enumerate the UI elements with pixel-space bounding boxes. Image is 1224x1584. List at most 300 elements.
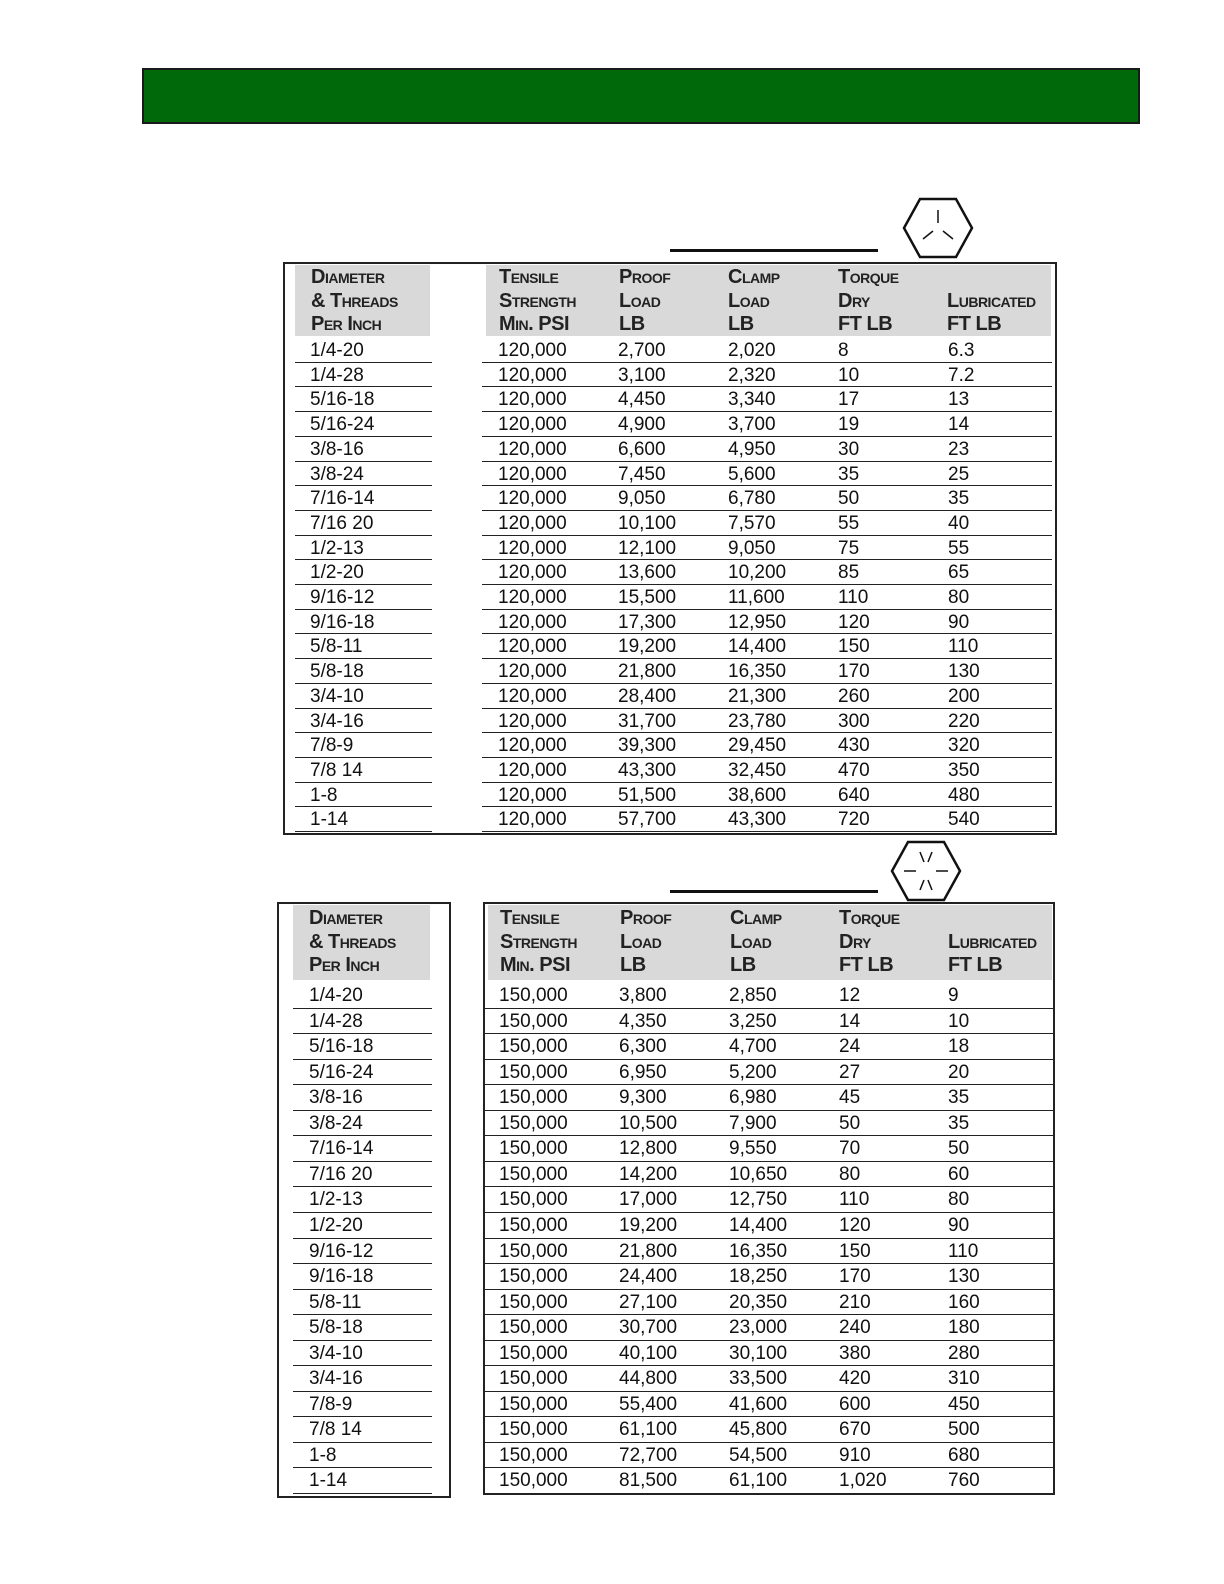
cell-lubricated: 55 [948,537,970,559]
cell-proof: 13,600 [618,562,677,584]
row-separator [295,510,432,511]
grade8-title-underline [670,890,878,893]
cell-clamp: 4,950 [728,438,776,460]
cell-clamp: 7,570 [728,512,776,534]
cell-torque: 110 [838,587,869,608]
cell-lubricated: 80 [948,1189,970,1211]
cell-clamp: 9,550 [729,1138,777,1160]
row-separator [485,1084,1053,1085]
cell-proof: 6,600 [618,438,666,460]
cell-diameter: 5/16-18 [310,389,375,411]
cell-lubricated: 310 [948,1368,980,1390]
cell-proof: 19,200 [619,1214,678,1236]
row-separator [293,1416,432,1417]
cell-clamp: 43,300 [728,809,787,831]
row-separator [295,411,432,412]
row-separator [293,1161,432,1162]
cell-diameter: 9/16-18 [309,1266,374,1288]
cell-proof: 9,050 [618,488,666,510]
row-separator [482,535,1052,536]
cell-clamp: 32,450 [728,759,787,781]
cell-diameter: 3/8-24 [310,463,364,485]
cell-torque: 110 [839,1189,870,1211]
cell-torque: 24 [839,1036,861,1058]
cell-diameter: 1-14 [310,809,349,831]
cell-tensile: 150,000 [499,1010,568,1032]
cell-tensile: 150,000 [499,1189,568,1211]
row-separator [293,1340,432,1341]
cell-tensile: 120,000 [498,735,567,757]
cell-tensile: 150,000 [499,1061,568,1083]
cell-proof: 6,300 [619,1036,667,1058]
cell-tensile: 120,000 [498,488,567,510]
row-separator [485,1110,1053,1111]
row-separator [482,831,1052,832]
cell-torque: 420 [839,1368,871,1390]
cell-tensile: 120,000 [498,611,567,633]
row-separator [482,683,1052,684]
cell-proof: 55,400 [619,1393,678,1415]
cell-clamp: 12,950 [728,611,787,633]
cell-torque: 600 [839,1393,871,1415]
grade5-header-clamp: Clamp Load LB [728,266,780,335]
row-separator [485,1442,1053,1443]
row-separator [293,1186,432,1187]
row-separator [295,436,432,437]
cell-lubricated: 480 [948,784,980,806]
cell-diameter: 9/16-12 [309,1240,374,1262]
cell-diameter: 3/8-16 [310,438,364,460]
cell-diameter: 3/8-16 [309,1087,363,1109]
cell-tensile: 150,000 [499,1419,568,1441]
row-separator [293,1238,432,1239]
cell-torque: 14 [839,1010,861,1032]
cell-torque: 45 [839,1087,861,1109]
cell-proof: 6,950 [619,1061,667,1083]
cell-diameter: 7/8 14 [309,1419,362,1441]
cell-torque: 17 [838,389,860,411]
cell-lubricated: 7.2 [948,364,975,386]
cell-proof: 27,100 [619,1291,678,1313]
cell-diameter: 1/2-13 [310,537,364,559]
row-separator [293,1110,432,1111]
cell-clamp: 3,340 [728,389,776,411]
cell-lubricated: 90 [948,1214,970,1236]
cell-diameter: 1/4-20 [310,340,364,361]
row-separator [295,584,432,585]
cell-torque: 150 [838,636,870,658]
row-separator [293,1442,432,1443]
cell-diameter: 7/16 20 [310,512,374,534]
row-separator [295,535,432,536]
cell-clamp: 20,350 [729,1291,788,1313]
cell-tensile: 120,000 [498,685,567,707]
cell-diameter: 7/8-9 [309,1393,353,1415]
cell-lubricated: 80 [948,587,970,608]
cell-torque: 55 [838,512,860,534]
cell-diameter: 5/16-18 [309,1036,374,1058]
cell-torque: 8 [838,340,849,361]
cell-tensile: 150,000 [499,1317,568,1339]
cell-diameter: 5/16-24 [309,1061,374,1083]
cell-torque: 910 [839,1444,871,1466]
cell-tensile: 120,000 [498,809,567,831]
cell-torque: 27 [839,1061,861,1083]
row-separator [482,782,1052,783]
cell-torque: 50 [839,1112,861,1134]
cell-clamp: 2,850 [729,985,777,1006]
row-separator [295,658,432,659]
cell-tensile: 150,000 [499,1240,568,1262]
cell-clamp: 38,600 [728,784,787,806]
cell-lubricated: 760 [948,1470,980,1492]
row-separator [485,1340,1053,1341]
cell-proof: 4,350 [619,1010,667,1032]
cell-proof: 12,800 [619,1138,678,1160]
cell-diameter: 1-14 [309,1470,348,1492]
row-separator [485,1008,1053,1009]
cell-diameter: 3/4-10 [310,685,364,707]
cell-diameter: 7/16-14 [309,1138,374,1160]
row-separator [485,1059,1053,1060]
row-separator [293,1365,432,1366]
row-separator [482,609,1052,610]
cell-tensile: 150,000 [499,1163,568,1185]
cell-tensile: 150,000 [499,1036,568,1058]
cell-clamp: 5,600 [728,463,776,485]
row-separator [485,1033,1053,1034]
cell-diameter: 1/4-28 [309,1010,363,1032]
cell-lubricated: 10 [948,1010,970,1032]
cell-torque: 120 [839,1214,871,1236]
cell-clamp: 9,050 [728,537,776,559]
row-separator [482,436,1052,437]
cell-clamp: 3,700 [728,414,776,436]
row-separator [485,1289,1053,1290]
cell-lubricated: 23 [948,438,970,460]
cell-clamp: 14,400 [728,636,787,658]
cell-torque: 430 [838,735,870,757]
cell-tensile: 120,000 [498,537,567,559]
grade5-title-underline [670,249,878,252]
row-separator [295,362,432,363]
grade5-header-proof: Proof Load LB [619,266,671,335]
cell-tensile: 120,000 [498,512,567,534]
cell-torque: 170 [838,661,870,683]
hex-bolt-head-3-lines-icon [902,197,974,259]
cell-lubricated: 130 [948,661,980,683]
cell-proof: 4,900 [618,414,666,436]
cell-torque: 35 [838,463,860,485]
cell-diameter: 7/8 14 [310,759,363,781]
cell-lubricated: 280 [948,1342,980,1364]
cell-lubricated: 680 [948,1444,980,1466]
row-separator [295,757,432,758]
cell-clamp: 3,250 [729,1010,777,1032]
cell-proof: 7,450 [618,463,666,485]
cell-lubricated: 35 [948,1087,970,1109]
cell-clamp: 61,100 [729,1470,788,1492]
cell-torque: 19 [838,414,860,436]
cell-proof: 31,700 [618,710,677,732]
cell-clamp: 21,300 [728,685,787,707]
cell-lubricated: 110 [948,636,979,658]
cell-clamp: 11,600 [728,587,785,608]
cell-clamp: 16,350 [729,1240,788,1262]
cell-lubricated: 200 [948,685,980,707]
cell-proof: 14,200 [619,1163,678,1185]
cell-lubricated: 130 [948,1266,980,1288]
cell-proof: 10,500 [619,1112,678,1134]
cell-tensile: 120,000 [498,438,567,460]
cell-proof: 28,400 [618,685,677,707]
cell-tensile: 120,000 [498,414,567,436]
cell-diameter: 3/4-16 [309,1368,363,1390]
cell-lubricated: 50 [948,1138,970,1160]
cell-diameter: 1/2-20 [309,1214,363,1236]
grade5-header-torque: Torque Dry FT LB [838,266,899,335]
cell-diameter: 9/16-18 [310,611,375,633]
cell-torque: 85 [838,562,860,584]
cell-lubricated: 540 [948,809,980,831]
row-separator [485,1186,1053,1187]
row-separator [295,732,432,733]
cell-torque: 170 [839,1266,871,1288]
cell-tensile: 150,000 [499,1470,568,1492]
row-separator [485,1493,1053,1494]
row-separator [482,732,1052,733]
row-separator [482,658,1052,659]
row-separator [485,1314,1053,1315]
row-separator [485,1238,1053,1239]
cell-proof: 39,300 [618,735,677,757]
cell-tensile: 150,000 [499,1368,568,1390]
grade8-header-torque: Torque Dry FT LB [839,907,900,976]
cell-lubricated: 6.3 [948,340,975,361]
row-separator [295,609,432,610]
row-separator [293,1212,432,1213]
cell-torque: 80 [839,1163,861,1185]
cell-torque: 150 [839,1240,871,1262]
cell-clamp: 5,200 [729,1061,777,1083]
cell-torque: 75 [838,537,860,559]
row-separator [482,633,1052,634]
row-separator [485,1161,1053,1162]
cell-proof: 21,800 [619,1240,678,1262]
cell-lubricated: 35 [948,1112,970,1134]
row-separator [482,708,1052,709]
grade8-header-clamp: Clamp Load LB [730,907,782,976]
cell-proof: 12,100 [618,537,677,559]
cell-torque: 12 [839,985,861,1006]
cell-diameter: 1-8 [309,1444,337,1466]
cell-tensile: 120,000 [498,784,567,806]
cell-proof: 57,700 [618,809,677,831]
cell-proof: 40,100 [619,1342,678,1364]
cell-torque: 1,020 [839,1470,887,1492]
cell-torque: 210 [839,1291,871,1313]
cell-clamp: 45,800 [729,1419,788,1441]
cell-lubricated: 9 [948,985,959,1006]
cell-lubricated: 110 [948,1240,979,1262]
row-separator [293,1084,432,1085]
grade5-header-tensile: Tensile Strength Min. PSI [499,266,577,335]
cell-diameter: 7/8-9 [310,735,354,757]
row-separator [482,386,1052,387]
row-separator [295,831,432,832]
cell-proof: 10,100 [618,512,677,534]
cell-torque: 240 [839,1317,871,1339]
cell-clamp: 23,000 [729,1317,788,1339]
cell-tensile: 150,000 [499,985,568,1006]
cell-lubricated: 35 [948,488,970,510]
cell-tensile: 120,000 [498,389,567,411]
cell-proof: 19,200 [618,636,677,658]
row-separator [485,1365,1053,1366]
cell-tensile: 120,000 [498,562,567,584]
cell-diameter: 1/4-28 [310,364,364,386]
row-separator [293,1033,432,1034]
cell-torque: 300 [838,710,870,732]
grade8-header-lubricated: Lubricated FT LB [948,930,1037,976]
row-separator [293,1391,432,1392]
cell-diameter: 3/4-10 [309,1342,363,1364]
grade8-header-tensile: Tensile Strength Min. PSI [500,907,578,976]
cell-lubricated: 40 [948,512,970,534]
row-separator [293,1135,432,1136]
cell-proof: 3,800 [619,985,667,1006]
cell-clamp: 10,650 [729,1163,788,1185]
row-separator [295,683,432,684]
cell-diameter: 5/8-18 [310,661,364,683]
row-separator [485,1212,1053,1213]
cell-lubricated: 60 [948,1163,970,1185]
cell-tensile: 150,000 [499,1266,568,1288]
cell-clamp: 2,320 [728,364,776,386]
cell-clamp: 7,900 [729,1112,777,1134]
cell-lubricated: 220 [948,710,980,732]
cell-clamp: 54,500 [729,1444,788,1466]
cell-torque: 120 [838,611,870,633]
cell-diameter: 1/2-20 [310,562,364,584]
cell-proof: 4,450 [618,389,666,411]
cell-lubricated: 65 [948,562,970,584]
cell-lubricated: 13 [948,389,970,411]
cell-diameter: 1/2-13 [309,1189,363,1211]
cell-diameter: 5/8-18 [309,1317,363,1339]
row-separator [293,1263,432,1264]
row-separator [293,1467,432,1468]
row-separator [485,1467,1053,1468]
cell-diameter: 5/16-24 [310,414,375,436]
row-separator [293,1008,432,1009]
cell-tensile: 150,000 [499,1291,568,1313]
cell-tensile: 120,000 [498,661,567,683]
grade5-header-lubricated: Lubricated FT LB [947,289,1036,335]
row-separator [482,461,1052,462]
cell-tensile: 120,000 [498,587,567,608]
cell-tensile: 120,000 [498,759,567,781]
cell-diameter: 5/8-11 [310,636,363,658]
cell-tensile: 120,000 [498,463,567,485]
cell-lubricated: 18 [948,1036,970,1058]
cell-tensile: 120,000 [498,710,567,732]
cell-clamp: 4,700 [729,1036,777,1058]
row-separator [295,559,432,560]
row-separator [295,386,432,387]
cell-tensile: 150,000 [499,1393,568,1415]
cell-torque: 50 [838,488,860,510]
row-separator [295,633,432,634]
cell-torque: 640 [838,784,870,806]
row-separator [293,1314,432,1315]
cell-tensile: 150,000 [499,1138,568,1160]
cell-torque: 470 [838,759,870,781]
row-separator [482,362,1052,363]
cell-torque: 670 [839,1419,871,1441]
row-separator [482,806,1052,807]
row-separator [482,485,1052,486]
row-separator [293,1493,432,1494]
cell-diameter: 7/16-14 [310,488,375,510]
row-separator [485,1263,1053,1264]
cell-tensile: 150,000 [499,1214,568,1236]
cell-clamp: 12,750 [729,1189,788,1211]
cell-clamp: 29,450 [728,735,787,757]
cell-proof: 51,500 [618,784,677,806]
cell-lubricated: 20 [948,1061,970,1083]
cell-diameter: 1-8 [310,784,338,806]
cell-diameter: 1/4-20 [309,985,363,1006]
cell-tensile: 120,000 [498,340,567,361]
row-separator [482,584,1052,585]
cell-tensile: 150,000 [499,1112,568,1134]
cell-torque: 10 [838,364,860,386]
row-separator [485,1391,1053,1392]
row-separator [295,461,432,462]
cell-proof: 9,300 [619,1087,667,1109]
cell-proof: 17,300 [618,611,677,633]
cell-lubricated: 160 [948,1291,980,1313]
row-separator [482,411,1052,412]
row-separator [295,782,432,783]
cell-diameter: 3/8-24 [309,1112,363,1134]
cell-tensile: 150,000 [499,1087,568,1109]
cell-tensile: 150,000 [499,1444,568,1466]
cell-torque: 380 [839,1342,871,1364]
cell-proof: 21,800 [618,661,677,683]
grade8-header-proof: Proof Load LB [620,907,672,976]
cell-proof: 61,100 [619,1419,678,1441]
cell-clamp: 30,100 [729,1342,788,1364]
cell-clamp: 2,020 [728,340,776,361]
cell-proof: 43,300 [618,759,677,781]
cell-lubricated: 350 [948,759,980,781]
cell-clamp: 41,600 [729,1393,788,1415]
row-separator [482,510,1052,511]
grade8-header-diameter: Diameter & Threads Per Inch [309,907,396,976]
cell-clamp: 33,500 [729,1368,788,1390]
cell-tensile: 150,000 [499,1342,568,1364]
row-separator [482,559,1052,560]
hex-bolt-head-6-lines-icon [890,840,962,902]
cell-torque: 70 [839,1138,861,1160]
header-banner [142,68,1140,124]
cell-lubricated: 450 [948,1393,980,1415]
cell-torque: 720 [838,809,870,831]
cell-diameter: 7/16 20 [309,1163,373,1185]
cell-lubricated: 90 [948,611,970,633]
